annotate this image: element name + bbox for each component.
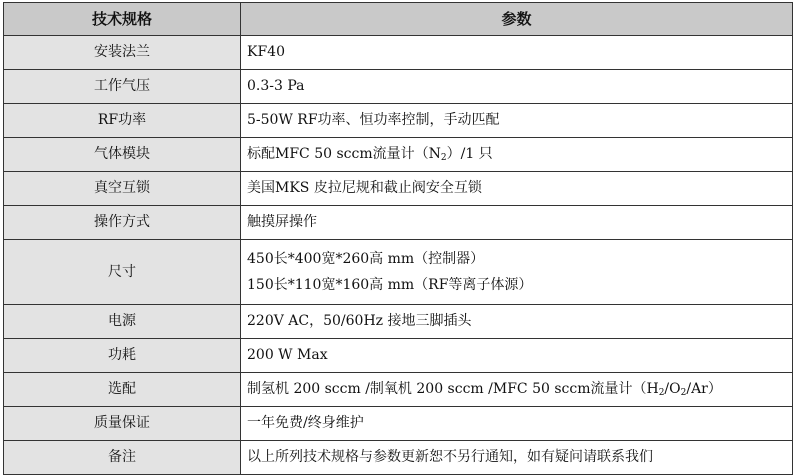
- spec-table: [3, 2, 793, 475]
- row-label-remarks: 备注: [4, 441, 241, 475]
- table-row: [4, 407, 793, 441]
- row-value-pressure: 0.3-3 Pa: [241, 70, 793, 104]
- options-subscript-o: 2: [680, 387, 687, 398]
- table-row: [4, 206, 793, 240]
- row-value-rf-power: 5-50W RF功率、恒功率控制，手动匹配: [241, 104, 793, 138]
- header-spec: 技术规格: [4, 3, 241, 36]
- table-row: [4, 373, 793, 407]
- table-row: [4, 305, 793, 339]
- gas-module-subscript: 2: [440, 152, 447, 163]
- gas-module-text-post: ）/1 只: [446, 145, 493, 162]
- row-value-options: [241, 373, 793, 407]
- row-label-options: 选配: [4, 373, 241, 407]
- row-label-flange: 安装法兰: [4, 36, 241, 70]
- row-value-power-supply: 220V AC，50/60Hz 接地三脚插头: [241, 305, 793, 339]
- row-value-gas-module: [241, 138, 793, 172]
- table-row: [4, 36, 793, 70]
- row-value-remarks: 以上所列技术规格与参数更新恕不另行通知，如有疑问请联系我们: [241, 441, 793, 475]
- table-row: [4, 70, 793, 104]
- table-row: [4, 339, 793, 373]
- options-text-post: /Ar）: [686, 380, 722, 397]
- gas-module-text-pre: 标配MFC 50 sccm流量计（N: [247, 145, 441, 162]
- header-param: 参数: [241, 3, 793, 36]
- row-value-dimensions: [241, 240, 793, 305]
- dimensions-line-rf-source: 150长*110宽*160高 mm（RF等离子体源）: [247, 277, 533, 293]
- row-label-warranty: 质量保证: [4, 407, 241, 441]
- row-value-flange: KF40: [241, 36, 793, 70]
- options-subscript-h: 2: [658, 387, 665, 398]
- table-row: [4, 240, 793, 305]
- table-row: [4, 441, 793, 475]
- row-label-power-supply: 电源: [4, 305, 241, 339]
- row-label-dimensions: 尺寸: [4, 240, 241, 305]
- row-value-vacuum-interlock: 美国MKS 皮拉尼规和截止阀安全互锁: [241, 172, 793, 206]
- row-label-gas-module: 气体模块: [4, 138, 241, 172]
- row-label-rf-power: RF功率: [4, 104, 241, 138]
- row-label-pressure: 工作气压: [4, 70, 241, 104]
- table-row: [4, 172, 793, 206]
- options-text-pre: 制氢机 200 sccm /制氧机 200 sccm /MFC 50 sccm流量计（H: [247, 380, 659, 397]
- row-label-vacuum-interlock: 真空互锁: [4, 172, 241, 206]
- options-text-mid: /O: [664, 380, 681, 397]
- row-value-power-consumption: 200 W Max: [241, 339, 793, 373]
- table-row: [4, 138, 793, 172]
- table-row: [4, 104, 793, 138]
- row-label-operation: 操作方式: [4, 206, 241, 240]
- row-value-operation: 触摸屏操作: [241, 206, 793, 240]
- row-value-warranty: 一年免费/终身维护: [241, 407, 793, 441]
- table-header-row: [4, 3, 793, 36]
- row-label-power-consumption: 功耗: [4, 339, 241, 373]
- dimensions-line-controller: 450长*400宽*260高 mm（控制器）: [247, 251, 485, 267]
